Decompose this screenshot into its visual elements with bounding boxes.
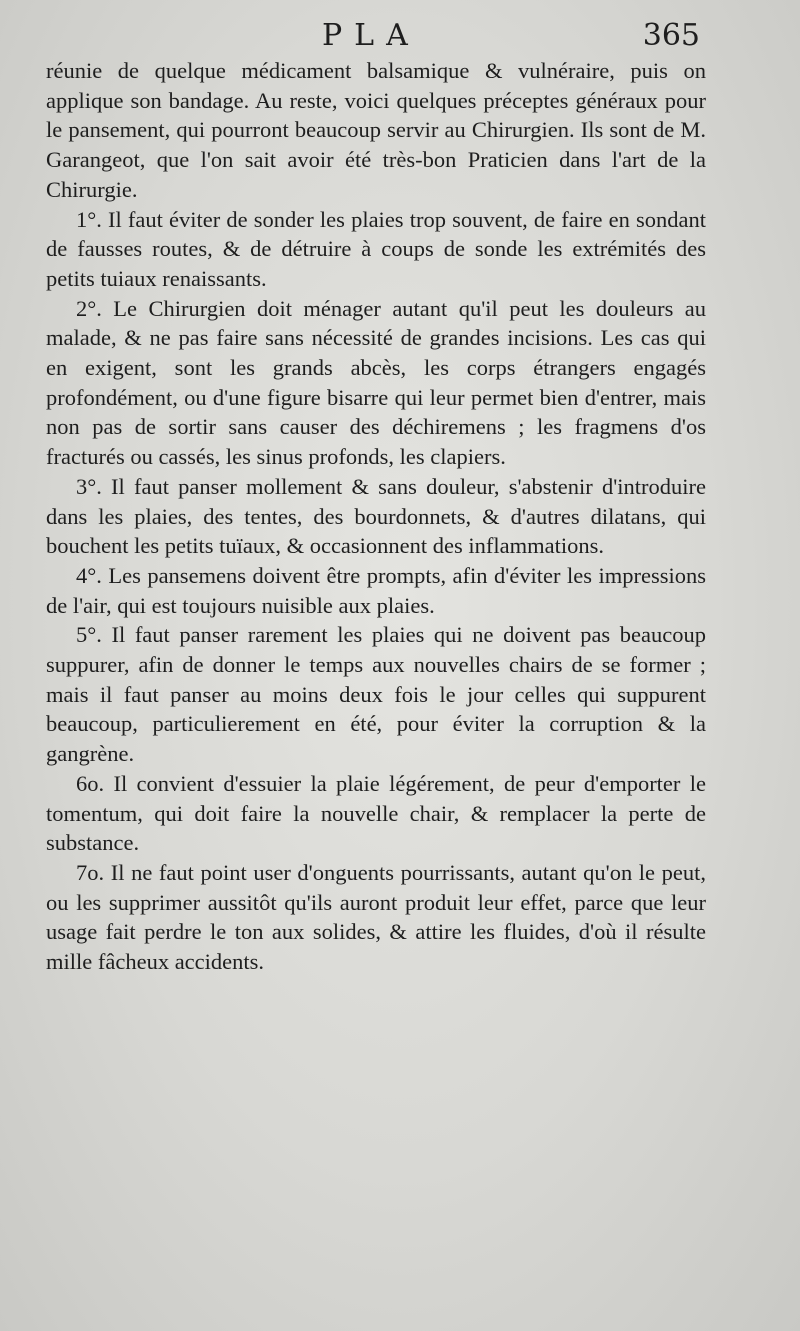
precept-7: 7o. Il ne faut point user d'onguents pourrissants, autant qu'on le peut, ou les supprimer aussitôt qu'ils auront produit leur effet, parce que leur usage fait perdre le ton aux solides, & attire les fluides, d'où il résulte mille fâcheux accidents.: [46, 859, 706, 975]
running-head: PLA: [322, 18, 420, 53]
body-text: [46, 56, 706, 977]
precept-5: 5°. Il faut panser rarement les plaies qui ne doivent pas beaucoup suppurer, afin de donner le temps aux nouvelles chairs de se former ; mais il faut panser au moins deux fois le jour celles qui suppurent beaucoup, particulierement en été, pour éviter la corruption & la gangrène.: [46, 622, 706, 767]
precept-6: 6o. Il convient d'essuier la plaie légérement, de peur d'emporter le tomentum, qui doit faire la nouvelle chair, & remplacer la perte de substance.: [46, 770, 706, 856]
page-header: [0, 18, 800, 58]
precept-4: 4°. Les pansemens doivent être prompts, afin d'éviter les impressions de l'air, qui est toujours nuisible aux plaies.: [46, 562, 706, 618]
precept-2: 2°. Le Chirurgien doit ménager autant qu'il peut les douleurs au malade, & ne pas faire sans nécessité de grandes incisions. Les cas qui en exigent, sont les grands abcès, les corps étrangers engagés profondément, ou d'une figure bisarre qui leur permet bien d'entrer, mais non pas de sortir sans causer des déchiremens ; les fragmens d'os fracturés ou cassés, les sinus profonds, les clapiers.: [46, 295, 706, 470]
page-number: 365: [642, 18, 700, 53]
paragraph-continuation: réunie de quelque médicament balsamique & vulnéraire, puis on applique son bandage. Au reste, voici quelques préceptes généraux pour le pansement, qui pourront beaucoup servir au Chirurgien. Ils sont de M. Garangeot, que l'on sait avoir été très-bon Praticien dans l'art de la Chirurgie.: [46, 58, 706, 202]
precept-1: 1°. Il faut éviter de sonder les plaies trop souvent, de faire en sondant de fausses routes, & de détruire à coups de sonde les extrémités des petits tuiaux renaissants.: [46, 206, 706, 291]
precept-3: 3°. Il faut panser mollement & sans douleur, s'abstenir d'introduire dans les plaies, des tentes, des bourdonnets, & d'autres dilatans, qui bouchent les petits tuïaux, & occasionnent des inflammations.: [46, 473, 706, 559]
